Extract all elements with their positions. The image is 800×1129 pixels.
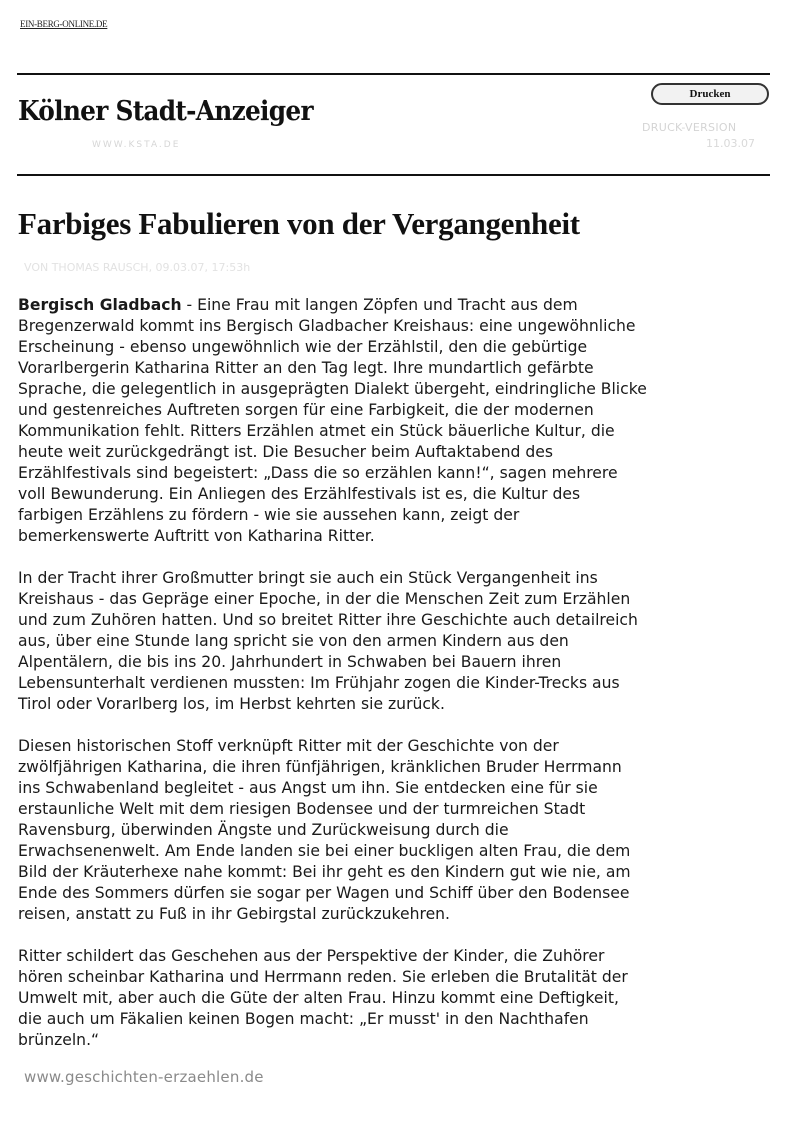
paragraph-line: Erwachsenenwelt. Am Ende landen sie bei einer buckligen alten Frau, die dem xyxy=(18,842,631,860)
paragraph-line: Kommunikation fehlt. Ritters Erzählen atmet ein Stück bäuerliche Kultur, die xyxy=(18,422,615,440)
article-body xyxy=(18,295,778,1072)
paragraph-line: und zum Zuhören hatten. Und so breitet Ritter ihre Geschichte auch detailreich xyxy=(18,611,638,629)
masthead-url: WWW.KSTA.DE xyxy=(92,140,181,150)
paragraph-line: Alpentälern, die bis ins 20. Jahrhundert in Schwaben bei Bauern ihren xyxy=(18,653,562,671)
header-divider-top xyxy=(17,73,770,75)
paragraph-line: Tirol oder Vorarlberg los, im Herbst kehrten sie zurück. xyxy=(18,695,445,713)
paragraph-line: reisen, anstatt zu Fuß in ihr Gebirgstal zurückzukehren. xyxy=(18,905,451,923)
paragraph-line: Bild der Kräuterhexe nahe kommt: Bei ihr geht es den Kindern gut wie nie, am xyxy=(18,863,631,881)
article-paragraph xyxy=(18,295,778,547)
paragraph-line: farbigen Erzählens zu fördern - wie sie aussehen kann, zeigt der xyxy=(18,506,520,524)
footer-url[interactable]: www.geschichten-erzaehlen.de xyxy=(24,1068,264,1086)
print-version-label: DRUCK-VERSION xyxy=(642,121,737,134)
print-date: 11.03.07 xyxy=(706,137,755,150)
paragraph-line: aus, über eine Stunde lang spricht sie von den armen Kindern aus den xyxy=(18,632,569,650)
paragraph-line: und gestenreiches Auftreten sorgen für eine Farbigkeit, die der modernen xyxy=(18,401,594,419)
paragraph-line: hören scheinbar Katharina und Herrmann reden. Sie erleben die Brutalität der xyxy=(18,968,628,986)
paragraph-line: Kreishaus - das Gepräge einer Epoche, in der die Menschen Zeit zum Erzählen xyxy=(18,590,631,608)
paragraph-line: Umwelt mit, aber auch die Güte der alten Frau. Hinzu kommt eine Deftigkeit, xyxy=(18,989,619,1007)
article-paragraph xyxy=(18,736,778,925)
print-button[interactable]: Drucken xyxy=(651,83,769,105)
paragraph-line: Bergisch Gladbach - Eine Frau mit langen Zöpfen und Tracht aus dem xyxy=(18,296,578,314)
paragraph-line: brünzeln.“ xyxy=(18,1031,100,1049)
paragraph-line: Ritter schildert das Geschehen aus der Perspektive der Kinder, die Zuhörer xyxy=(18,947,605,965)
paragraph-line: Sprache, die gelegentlich in ausgeprägten Dialekt übergeht, eindringliche Blicke xyxy=(18,380,647,398)
paragraph-line: Bregenzerwald kommt ins Bergisch Gladbacher Kreishaus: eine ungewöhnliche xyxy=(18,317,636,335)
paragraph-line: die auch um Fäkalien keinen Bogen macht: „Er musst' in den Nachthafen xyxy=(18,1010,589,1028)
paragraph-line: zwölfjährigen Katharina, die ihren fünfjährigen, kränklichen Bruder Herrmann xyxy=(18,758,622,776)
paragraph-line: erstaunliche Welt mit dem riesigen Bodensee und der turmreichen Stadt xyxy=(18,800,586,818)
site-tag: EIN-BERG-ONLINE.DE xyxy=(20,19,108,29)
paragraph-line: voll Bewunderung. Ein Anliegen des Erzählfestivals ist es, die Kultur des xyxy=(18,485,581,503)
paragraph-line: Lebensunterhalt verdienen mussten: Im Frühjahr zogen die Kinder-Trecks aus xyxy=(18,674,620,692)
paragraph-line: heute weit zurückgedrängt ist. Die Besucher beim Auftaktabend des xyxy=(18,443,553,461)
article-headline: Farbiges Fabulieren von der Vergangenheit xyxy=(18,206,580,241)
paragraph-line: Erzählfestivals sind begeistert: „Dass die so erzählen kann!“, sagen mehrere xyxy=(18,464,618,482)
paragraph-line: ins Schwabenland begleitet - aus Angst um ihn. Sie entdecken eine für sie xyxy=(18,779,598,797)
paragraph-line: Diesen historischen Stoff verknüpft Ritter mit der Geschichte von der xyxy=(18,737,559,755)
paragraph-line: Ravensburg, überwinden Ängste und Zurückweisung durch die xyxy=(18,821,509,839)
article-paragraph xyxy=(18,568,778,715)
article-paragraph xyxy=(18,946,778,1051)
article-place: Bergisch Gladbach xyxy=(18,296,182,314)
header-divider-bottom xyxy=(17,174,770,176)
masthead-logo: Kölner Stadt-Anzeiger xyxy=(18,96,313,127)
paragraph-line: Ende des Sommers dürfen sie sogar per Wagen und Schiff über den Bodensee xyxy=(18,884,630,902)
paragraph-line: Erscheinung - ebenso ungewöhnlich wie der Erzählstil, den die gebürtige xyxy=(18,338,588,356)
paragraph-line: bemerkenswerte Auftritt von Katharina Ritter. xyxy=(18,527,375,545)
paragraph-line: Vorarlbergerin Katharina Ritter an den Tag legt. Ihre mundartlich gefärbte xyxy=(18,359,594,377)
paragraph-line: In der Tracht ihrer Großmutter bringt sie auch ein Stück Vergangenheit ins xyxy=(18,569,598,587)
article-byline: VON THOMAS RAUSCH, 09.03.07, 17:53h xyxy=(24,261,251,274)
